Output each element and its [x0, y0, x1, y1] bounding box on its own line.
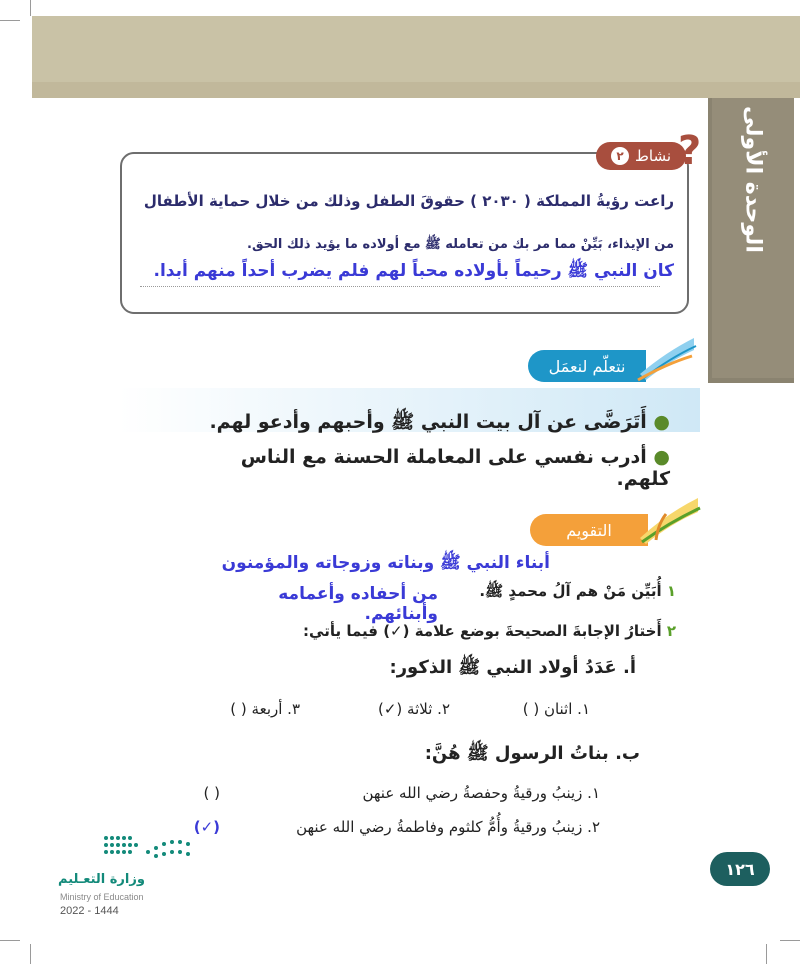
open-book-icon — [636, 494, 702, 546]
activity-box — [120, 152, 689, 314]
q1-text — [440, 582, 676, 604]
activity-label: نشاط — [635, 147, 671, 165]
evaluation-badge: التقويم — [530, 514, 648, 546]
part-a-option-2: ٢. ثلاثة (✓) — [378, 700, 450, 718]
activity-text-line1: راعت رؤيةُ المملكة ( ٢٠٣٠ ) حقوقَ الطفل وذلك من خلال حماية الأطفال — [143, 192, 674, 210]
learn-item — [200, 446, 670, 490]
page-number: ١٢٦ — [710, 852, 770, 886]
ministry-name-ar: وزارة التعـليم — [58, 872, 145, 887]
crop-mark — [780, 940, 800, 941]
edition-year: 2022 - 1444 — [60, 905, 119, 917]
answer-dotted-line — [140, 286, 660, 287]
activity-badge — [596, 142, 686, 170]
crop-mark — [30, 944, 31, 964]
ministry-logo-icon — [100, 832, 196, 864]
part-b-option-1-box: ( ) — [203, 784, 220, 802]
part-b-title: ب. بناتُ الرسول ﷺ هُنَّ: — [424, 743, 640, 764]
ministry-name-en: Ministry of Education — [60, 892, 144, 902]
activity-answer: كان النبي ﷺ رحيماً بأولاده محباً لهم فلم يضرب أحداً منهم أبدا. — [153, 261, 674, 281]
open-book-icon — [636, 334, 698, 382]
part-a-title: أ. عَدَدُ أولاد النبي ﷺ الذكور: — [389, 657, 636, 678]
q2-text — [220, 622, 676, 640]
crop-mark — [30, 0, 31, 16]
header-band — [32, 16, 800, 98]
activity-number: ٢ — [611, 147, 629, 165]
activity-text-line2: من الإيذاء، بَيِّنْ مما مر بك من تعامله ﷺ مع أولاده ما يؤيد ذلك الحق. — [247, 237, 674, 252]
q1-number: ١ — [666, 582, 676, 600]
q2-question: أَختارُ الإجابةَ الصحيحةَ بوضع علامة (✓) فيما يأتي: — [303, 622, 662, 640]
bullet-icon: ● — [646, 411, 670, 433]
q1-answer-line1: أبناء النبي ﷺ وبناته وزوجاته والمؤمنون — [221, 553, 550, 573]
part-b-option-1: ١. زينبُ ورقيةُ وحفصةُ رضي الله عنهن — [362, 784, 600, 802]
question-mark-icon: ? — [678, 128, 702, 174]
part-a-option-3: ٣. أربعة ( ) — [230, 700, 300, 718]
q1-answer-line2: من أحفاده وأعمامه وأبنائهم. — [278, 584, 438, 624]
crop-mark — [0, 20, 20, 21]
part-b-option-2: ٢. زينبُ ورقيةُ وأُمُّ كلثوم وفاطمةُ رضي الله عنهن — [296, 818, 600, 836]
crop-mark — [766, 944, 767, 964]
part-a-option-1: ١. اثنان ( ) — [522, 700, 590, 718]
bullet-icon: ● — [646, 446, 670, 468]
learn-item-text: أدرب نفسي على المعاملة الحسنة مع الناس كلهم. — [240, 446, 670, 490]
q1-question: أُبَيِّن مَنْ هم آلُ محمدٍ ﷺ. — [479, 582, 662, 600]
q2-number: ٢ — [666, 622, 676, 640]
learn-item-text: أَتَرَضَّى عن آل بيت النبي ﷺ وأحبهم وأدعو لهم. — [209, 411, 647, 433]
crop-mark — [0, 940, 20, 941]
part-b-option-2-box: (✓) — [193, 818, 220, 836]
learn-badge: نتعلّم لنعمَل — [528, 350, 646, 382]
unit-title: الوحدة الأولى — [740, 105, 766, 253]
learn-item — [200, 410, 670, 438]
